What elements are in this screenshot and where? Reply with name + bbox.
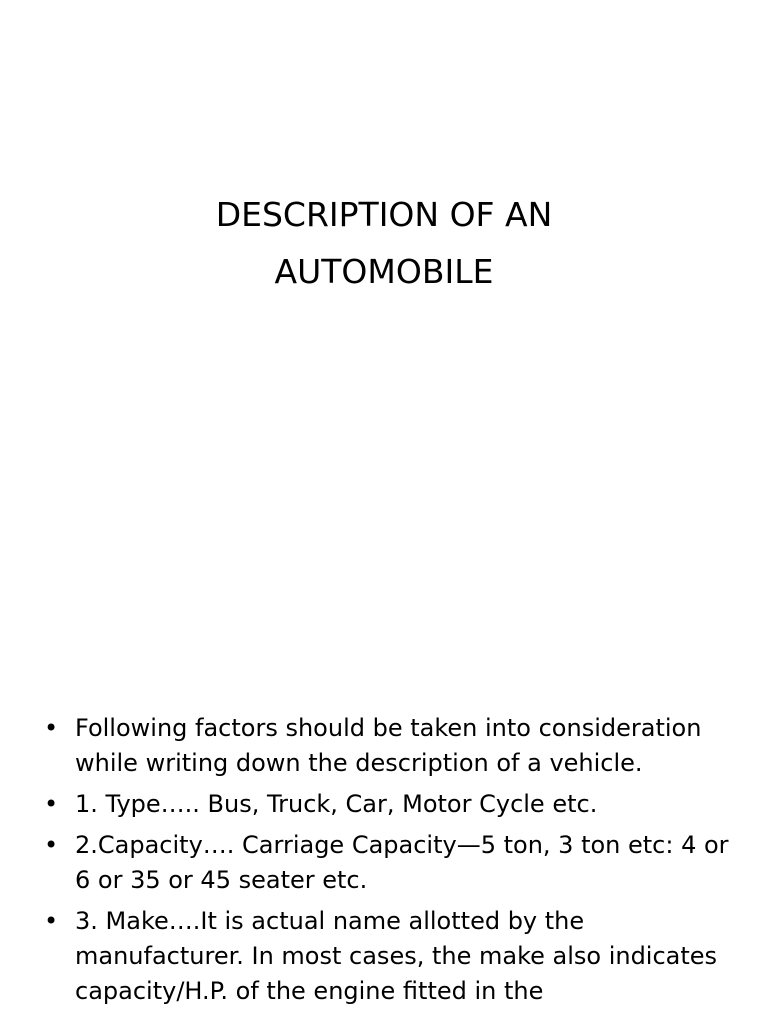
bullet-icon: • bbox=[44, 907, 59, 935]
bullet-list bbox=[44, 711, 744, 1015]
bullet-icon: • bbox=[44, 790, 59, 818]
content-slide bbox=[0, 690, 768, 1024]
bullet-text: 3. Make….It is actual name allotted by the manufacturer. In most cases, the make also indicates capacity/H.P. of the engine fitted in the bbox=[75, 907, 718, 1005]
bullet-icon: • bbox=[44, 831, 59, 859]
bullet-item bbox=[44, 787, 744, 822]
slide-title-line-1: DESCRIPTION OF AN bbox=[215, 195, 553, 234]
bullet-text: 2.Capacity…. Carriage Capacity—5 ton, 3 ton etc: 4 or 6 or 35 or 45 seater etc. bbox=[75, 831, 729, 894]
bullet-item bbox=[44, 904, 744, 1009]
slide-title-line-2: AUTOMOBILE bbox=[274, 252, 494, 291]
bullet-icon: • bbox=[44, 714, 59, 742]
bullet-item bbox=[44, 828, 744, 898]
bullet-item bbox=[44, 711, 744, 781]
slide-title bbox=[60, 186, 708, 300]
bullet-text: Following factors should be taken into consideration while writing down the description of a vehicle. bbox=[75, 714, 702, 777]
bullet-text: 1. Type….. Bus, Truck, Car, Motor Cycle etc. bbox=[75, 790, 598, 818]
